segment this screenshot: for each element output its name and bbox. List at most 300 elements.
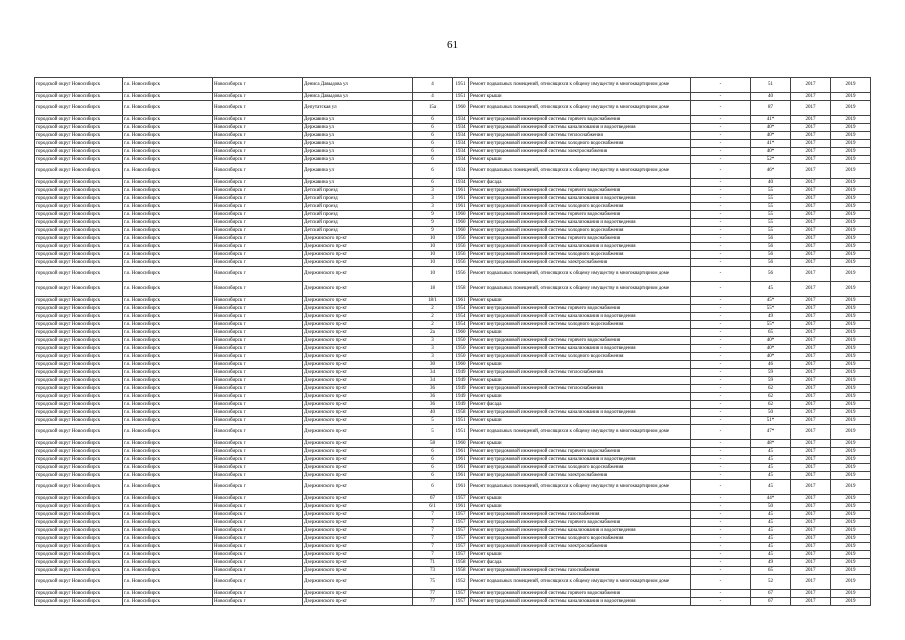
cell-city: Новосибирск г [213,575,303,590]
cell-start-year: 2017 [791,93,831,101]
cell-house: 77 [413,590,453,598]
cell-start-year: 2017 [791,345,831,353]
table-row [35,495,871,503]
cell-year: 1934 [453,124,469,132]
cell-street: Дзержинского пр-кт [303,535,413,543]
cell-value: 62 [751,385,791,393]
cell-city: Новосибирск г [213,353,303,361]
cell-city: Новосибирск г [213,156,303,164]
cell-okrug: городской округ Новосибирск [35,369,123,377]
cell-end-year: 2019 [831,219,871,227]
cell-municipality: г.о. Новосибирск [123,148,213,156]
cell-work-type: Ремонт подвальных помещений, относящихся к общему имуществу в многоквартирном доме [469,267,691,282]
cell-municipality: г.о. Новосибирск [123,361,213,369]
cell-street: Дзержинского пр-кт [303,401,413,409]
cell-street: Дзержинского пр-кт [303,480,413,495]
cell-municipality: г.о. Новосибирск [123,369,213,377]
cell-street: Державина ул [303,148,413,156]
cell-okrug: городской округ Новосибирск [35,329,123,337]
cell-house: 67 [413,495,453,503]
cell-end-year: 2019 [831,156,871,164]
cell-house: 7 [413,527,453,535]
cell-work-type: Ремонт внутридомовой инженерной системы горячего водоснабжения [469,519,691,527]
cell-okrug: городской округ Новосибирск [35,235,123,243]
cell-city: Новосибирск г [213,345,303,353]
cell-house: 7 [413,511,453,519]
cell-street: Дзержинского пр-кт [303,575,413,590]
table-row [35,345,871,353]
cell-year: 1956 [453,251,469,259]
cell-end-year: 2019 [831,140,871,148]
cell-value: 40* [751,345,791,353]
cell-year: 1961 [453,203,469,211]
cell-municipality: г.о. Новосибирск [123,313,213,321]
cell-house: 6 [413,472,453,480]
cell-work-type: Ремонт подвальных помещений, относящихся к общему имуществу в многоквартирном доме [469,78,691,93]
cell-end-year: 2019 [831,551,871,559]
cell-street: Дзержинского пр-кт [303,567,413,575]
cell-start-year: 2017 [791,132,831,140]
table-row [35,305,871,313]
cell-house: 6 [413,156,453,164]
cell-okrug: городской округ Новосибирск [35,101,123,116]
cell-house: 9 [413,227,453,235]
cell-okrug: городской округ Новосибирск [35,179,123,187]
cell-municipality: г.о. Новосибирск [123,305,213,313]
cell-work-type: Ремонт крыши [469,393,691,401]
cell-street: Дзержинского пр-кт [303,305,413,313]
cell-work-type: Ремонт подвальных помещений, относящихся к общему имуществу в многоквартирном доме [469,282,691,297]
cell-work-type: Ремонт крыши [469,297,691,305]
table-row [35,313,871,321]
cell-start-year: 2017 [791,377,831,385]
cell-work-type: Ремонт внутридомовой инженерной системы холодного водоснабжения [469,353,691,361]
cell-house: 18/1 [413,297,453,305]
cell-city: Новосибирск г [213,519,303,527]
cell-year: 1957 [453,551,469,559]
cell-start-year: 2017 [791,321,831,329]
cell-end-year: 2019 [831,369,871,377]
cell-street: Дзержинского пр-кт [303,527,413,535]
cell-start-year: 2017 [791,480,831,495]
cell-year: 1956 [453,267,469,282]
cell-flag: - [691,456,751,464]
cell-house: 15а [413,101,453,116]
cell-municipality: г.о. Новосибирск [123,598,213,606]
cell-house: 6 [413,164,453,179]
cell-flag: - [691,195,751,203]
cell-start-year: 2017 [791,267,831,282]
cell-end-year: 2019 [831,480,871,495]
cell-house: 77 [413,598,453,606]
cell-end-year: 2019 [831,425,871,440]
cell-work-type: Ремонт внутридомовой инженерной системы канализования и водоотведения [469,409,691,417]
cell-flag: - [691,551,751,559]
cell-work-type: Ремонт внутридомовой инженерной системы канализования и водоотведения [469,598,691,606]
cell-okrug: городской округ Новосибирск [35,527,123,535]
cell-house: 58 [413,440,453,448]
cell-okrug: городской округ Новосибирск [35,495,123,503]
cell-work-type: Ремонт крыши [469,93,691,101]
cell-municipality: г.о. Новосибирск [123,385,213,393]
cell-city: Новосибирск г [213,259,303,267]
cell-value: 46 [751,361,791,369]
cell-city: Новосибирск г [213,377,303,385]
cell-street: Детский проезд [303,187,413,195]
cell-flag: - [691,219,751,227]
cell-work-type: Ремонт внутридомовой инженерной системы горячего водоснабжения [469,116,691,124]
cell-end-year: 2019 [831,495,871,503]
cell-year: 1960 [453,361,469,369]
cell-work-type: Ремонт подвальных помещений, относящихся к общему имуществу в многоквартирном доме [469,425,691,440]
cell-city: Новосибирск г [213,401,303,409]
cell-flag: - [691,503,751,511]
cell-flag: - [691,440,751,448]
cell-value: 40* [751,132,791,140]
cell-end-year: 2019 [831,353,871,361]
cell-end-year: 2019 [831,116,871,124]
table-row [35,393,871,401]
cell-okrug: городской округ Новосибирск [35,337,123,345]
cell-city: Новосибирск г [213,393,303,401]
cell-okrug: городской округ Новосибирск [35,227,123,235]
cell-value: 45 [751,535,791,543]
cell-okrug: городской округ Новосибирск [35,511,123,519]
table-row [35,519,871,527]
cell-city: Новосибирск г [213,385,303,393]
cell-work-type: Ремонт внутридомовой инженерной системы электроснабжения [469,148,691,156]
cell-value: 49 [751,559,791,567]
cell-year: 1961 [453,464,469,472]
cell-house: 3 [413,187,453,195]
cell-city: Новосибирск г [213,124,303,132]
cell-municipality: г.о. Новосибирск [123,559,213,567]
cell-municipality: г.о. Новосибирск [123,551,213,559]
cell-value: 67 [751,590,791,598]
cell-house: 30 [413,361,453,369]
cell-work-type: Ремонт внутридомовой инженерной системы электроснабжения [469,543,691,551]
cell-city: Новосибирск г [213,567,303,575]
cell-street: Дзержинского пр-кт [303,377,413,385]
cell-work-type: Ремонт подвальных помещений, относящихся к общему имуществу в многоквартирном доме [469,164,691,179]
table-row [35,425,871,440]
cell-street: Дзержинского пр-кт [303,503,413,511]
cell-city: Новосибирск г [213,227,303,235]
cell-flag: - [691,353,751,361]
table-row [35,267,871,282]
cell-start-year: 2017 [791,101,831,116]
cell-city: Новосибирск г [213,93,303,101]
cell-house: 2а [413,329,453,337]
cell-flag: - [691,377,751,385]
cell-start-year: 2017 [791,393,831,401]
cell-street: Детский проезд [303,203,413,211]
cell-street: Дзержинского пр-кт [303,345,413,353]
cell-street: Дзержинского пр-кт [303,297,413,305]
cell-okrug: городской округ Новосибирск [35,313,123,321]
cell-municipality: г.о. Новосибирск [123,282,213,297]
cell-municipality: г.о. Новосибирск [123,267,213,282]
cell-end-year: 2019 [831,321,871,329]
cell-city: Новосибирск г [213,456,303,464]
cell-house: 2 [413,313,453,321]
cell-value: 55 [751,211,791,219]
table-row [35,156,871,164]
table-row [35,235,871,243]
cell-value: 46* [751,164,791,179]
cell-street: Державина ул [303,116,413,124]
cell-end-year: 2019 [831,448,871,456]
cell-city: Новосибирск г [213,140,303,148]
cell-start-year: 2017 [791,590,831,598]
cell-end-year: 2019 [831,148,871,156]
cell-street: Детский проезд [303,227,413,235]
cell-okrug: городской округ Новосибирск [35,472,123,480]
cell-house: 6 [413,179,453,187]
cell-end-year: 2019 [831,132,871,140]
cell-year: 1960 [453,101,469,116]
cell-year: 1956 [453,259,469,267]
cell-city: Новосибирск г [213,203,303,211]
cell-street: Дзержинского пр-кт [303,519,413,527]
cell-start-year: 2017 [791,219,831,227]
cell-start-year: 2017 [791,140,831,148]
cell-work-type: Ремонт внутридомовой инженерной системы канализования и водоотведения [469,527,691,535]
cell-street: Дзержинского пр-кт [303,329,413,337]
cell-house: 6 [413,148,453,156]
cell-city: Новосибирск г [213,527,303,535]
cell-house: 4 [413,78,453,93]
table-row [35,385,871,393]
cell-street: Державина ул [303,124,413,132]
cell-year: 1952 [453,575,469,590]
cell-start-year: 2017 [791,148,831,156]
cell-street: Дзержинского пр-кт [303,511,413,519]
cell-city: Новосибирск г [213,480,303,495]
cell-flag: - [691,93,751,101]
cell-year: 1957 [453,519,469,527]
table-row [35,187,871,195]
cell-flag: - [691,472,751,480]
cell-okrug: городской округ Новосибирск [35,535,123,543]
table-row [35,575,871,590]
cell-house: 75 [413,575,453,590]
table-row [35,116,871,124]
cell-year: 1954 [453,313,469,321]
cell-okrug: городской округ Новосибирск [35,132,123,140]
cell-city: Новосибирск г [213,116,303,124]
cell-start-year: 2017 [791,495,831,503]
table-row [35,361,871,369]
cell-start-year: 2017 [791,297,831,305]
cell-end-year: 2019 [831,409,871,417]
table-row [35,243,871,251]
cell-flag: - [691,282,751,297]
cell-street: Детский проезд [303,195,413,203]
cell-house: 18 [413,282,453,297]
cell-flag: - [691,267,751,282]
cell-municipality: г.о. Новосибирск [123,503,213,511]
cell-flag: - [691,598,751,606]
cell-flag: - [691,417,751,425]
cell-okrug: городской округ Новосибирск [35,590,123,598]
cell-house: 34 [413,369,453,377]
cell-municipality: г.о. Новосибирск [123,440,213,448]
cell-city: Новосибирск г [213,440,303,448]
table-row [35,590,871,598]
cell-flag: - [691,211,751,219]
cell-okrug: городской округ Новосибирск [35,361,123,369]
cell-work-type: Ремонт внутридомовой инженерной системы канализования и водоотведения [469,345,691,353]
cell-house: 10 [413,251,453,259]
cell-value: 45 [751,527,791,535]
cell-flag: - [691,361,751,369]
cell-city: Новосибирск г [213,305,303,313]
table-row [35,329,871,337]
cell-house: 7 [413,535,453,543]
cell-year: 1950 [453,337,469,345]
cell-year: 1934 [453,132,469,140]
cell-municipality: г.о. Новосибирск [123,456,213,464]
cell-municipality: г.о. Новосибирск [123,101,213,116]
cell-work-type: Ремонт крыши [469,361,691,369]
cell-house: 36 [413,385,453,393]
table-row [35,78,871,93]
cell-city: Новосибирск г [213,590,303,598]
cell-municipality: г.о. Новосибирск [123,472,213,480]
cell-start-year: 2017 [791,195,831,203]
cell-start-year: 2017 [791,511,831,519]
cell-municipality: г.о. Новосибирск [123,519,213,527]
cell-okrug: городской округ Новосибирск [35,148,123,156]
cell-flag: - [691,329,751,337]
cell-work-type: Ремонт внутридомовой инженерной системы холодного водоснабжения [469,464,691,472]
cell-house: 4 [413,93,453,101]
cell-start-year: 2017 [791,369,831,377]
cell-work-type: Ремонт внутридомовой инженерной системы канализования и водоотведения [469,124,691,132]
cell-city: Новосибирск г [213,543,303,551]
cell-value: 62 [751,401,791,409]
cell-municipality: г.о. Новосибирск [123,203,213,211]
cell-municipality: г.о. Новосибирск [123,235,213,243]
cell-value: 56 [751,251,791,259]
cell-work-type: Ремонт крыши [469,329,691,337]
cell-end-year: 2019 [831,164,871,179]
cell-start-year: 2017 [791,164,831,179]
cell-house: 2 [413,305,453,313]
cell-okrug: городской округ Новосибирск [35,456,123,464]
cell-flag: - [691,448,751,456]
cell-okrug: городской округ Новосибирск [35,575,123,590]
cell-start-year: 2017 [791,519,831,527]
cell-okrug: городской округ Новосибирск [35,297,123,305]
cell-okrug: городской округ Новосибирск [35,480,123,495]
cell-municipality: г.о. Новосибирск [123,187,213,195]
cell-start-year: 2017 [791,543,831,551]
cell-municipality: г.о. Новосибирск [123,93,213,101]
cell-okrug: городской округ Новосибирск [35,321,123,329]
cell-okrug: городской округ Новосибирск [35,124,123,132]
cell-start-year: 2017 [791,385,831,393]
cell-street: Дзержинского пр-кт [303,393,413,401]
cell-work-type: Ремонт внутридомовой инженерной системы теплоснабжения [469,385,691,393]
cell-city: Новосибирск г [213,211,303,219]
cell-value: 56 [751,259,791,267]
cell-start-year: 2017 [791,179,831,187]
cell-start-year: 2017 [791,282,831,297]
cell-year: 1949 [453,369,469,377]
cell-house: 3 [413,345,453,353]
cell-value: 48* [751,440,791,448]
cell-work-type: Ремонт внутридомовой инженерной системы горячего водоснабжения [469,235,691,243]
cell-year: 1958 [453,559,469,567]
cell-flag: - [691,164,751,179]
table-row [35,559,871,567]
cell-municipality: г.о. Новосибирск [123,464,213,472]
cell-street: Дзержинского пр-кт [303,282,413,297]
cell-value: 45 [751,480,791,495]
cell-house: 3 [413,203,453,211]
cell-house: 36 [413,401,453,409]
cell-start-year: 2017 [791,78,831,93]
cell-okrug: городской округ Новосибирск [35,259,123,267]
cell-okrug: городской округ Новосибирск [35,598,123,606]
cell-start-year: 2017 [791,448,831,456]
cell-start-year: 2017 [791,337,831,345]
cell-street: Дзержинского пр-кт [303,598,413,606]
table-row [35,480,871,495]
cell-start-year: 2017 [791,305,831,313]
cell-street: Дзержинского пр-кт [303,313,413,321]
cell-city: Новосибирск г [213,535,303,543]
cell-end-year: 2019 [831,297,871,305]
cell-okrug: городской округ Новосибирск [35,156,123,164]
cell-value: 44* [751,495,791,503]
page-number: 61 [447,39,458,51]
cell-end-year: 2019 [831,543,871,551]
cell-city: Новосибирск г [213,251,303,259]
cell-value: 45 [751,448,791,456]
table-row [35,321,871,329]
cell-value: 45 [751,551,791,559]
cell-value: 65 [751,329,791,337]
cell-street: Дзержинского пр-кт [303,369,413,377]
cell-okrug: городской округ Новосибирск [35,440,123,448]
cell-year: 1958 [453,567,469,575]
cell-municipality: г.о. Новосибирск [123,329,213,337]
cell-year: 1961 [453,503,469,511]
cell-house: 40 [413,409,453,417]
cell-flag: - [691,305,751,313]
cell-city: Новосибирск г [213,425,303,440]
cell-work-type: Ремонт фасада [469,401,691,409]
cell-house: 3 [413,353,453,361]
cell-start-year: 2017 [791,211,831,219]
cell-start-year: 2017 [791,598,831,606]
cell-flag: - [691,590,751,598]
table-row [35,551,871,559]
cell-city: Новосибирск г [213,267,303,282]
cell-start-year: 2017 [791,440,831,448]
cell-street: Дзержинского пр-кт [303,440,413,448]
cell-year: 1961 [453,195,469,203]
cell-okrug: городской округ Новосибирск [35,567,123,575]
cell-flag: - [691,227,751,235]
cell-start-year: 2017 [791,464,831,472]
cell-year: 1961 [453,480,469,495]
cell-year: 1960 [453,211,469,219]
cell-house: 36 [413,393,453,401]
